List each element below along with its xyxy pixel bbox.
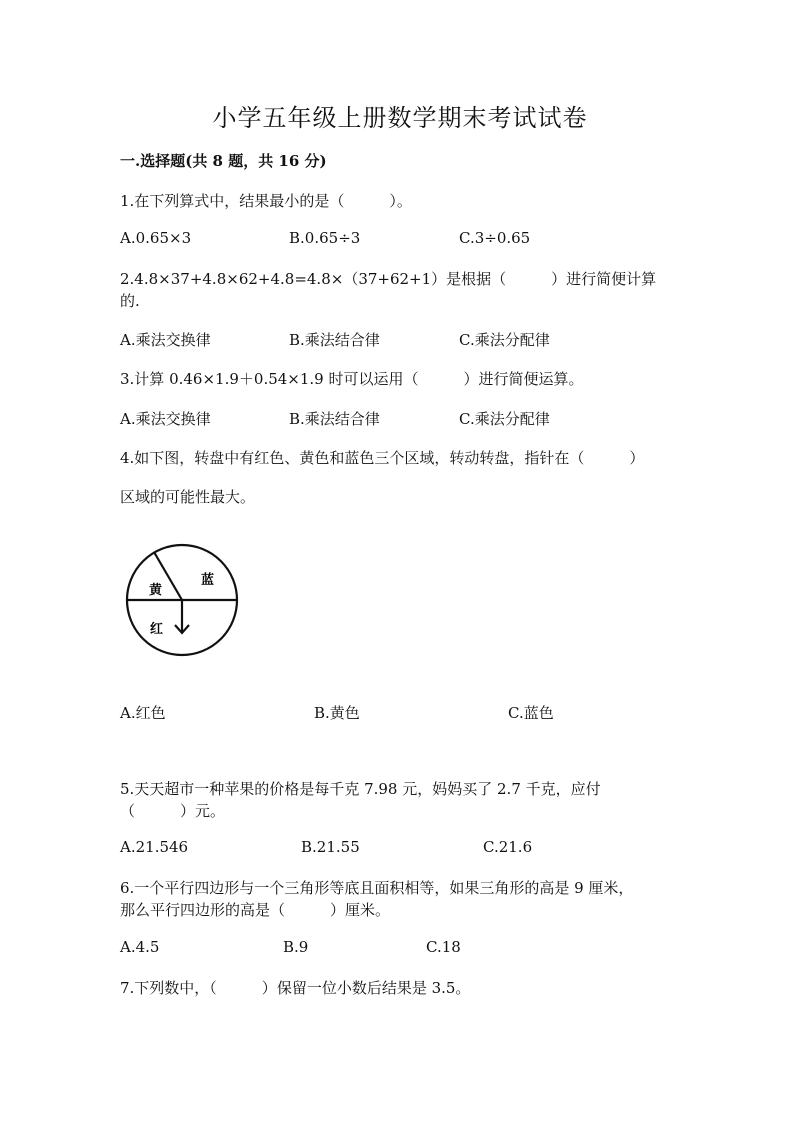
question-1-option-a: A.0.65×3 <box>120 229 192 247</box>
question-2-option-c: C.乘法分配律 <box>459 331 550 349</box>
question-6-option-a: A.4.5 <box>120 938 160 956</box>
question-1-option-b: B.0.65÷3 <box>289 229 361 247</box>
spinner-label-red: 红 <box>150 622 164 637</box>
question-3-option-b: B.乘法结合律 <box>289 410 380 428</box>
question-6-option-c: C.18 <box>426 938 461 956</box>
question-5-option-c: C.21.6 <box>483 838 533 856</box>
question-1-option-c: C.3÷0.65 <box>459 229 531 247</box>
question-2-option-a: A.乘法交换律 <box>120 331 211 349</box>
question-5-text-line1: 5.天天超市一种苹果的价格是每千克 7.98 元，妈妈买了 2.7 千克，应付 <box>120 780 601 798</box>
question-4-option-a: A.红色 <box>120 704 166 722</box>
spinner-label-yellow: 黄 <box>149 583 163 598</box>
question-2-text-line1: 2.4.8×37+4.8×62+4.8=4.8×（37+62+1）是根据（ ）进行简便计算 <box>120 270 657 288</box>
question-5-option-a: A.21.546 <box>120 838 189 856</box>
question-4-text-line2: 区域的可能性最大。 <box>120 488 256 506</box>
question-1-text: 1.在下列算式中，结果最小的是（ ）。 <box>120 192 412 210</box>
section-heading: 一.选择题(共 8 题，共 16 分) <box>120 152 327 170</box>
spinner-label-blue: 蓝 <box>201 573 215 588</box>
question-2-option-b: B.乘法结合律 <box>289 331 380 349</box>
question-3-option-a: A.乘法交换律 <box>120 410 211 428</box>
question-3-option-c: C.乘法分配律 <box>459 410 550 428</box>
question-4-option-b: B.黄色 <box>314 704 360 722</box>
page-title: 小学五年级上册数学期末考试试卷 <box>212 104 588 132</box>
question-2-text-line2: 的. <box>120 292 140 310</box>
question-7-text: 7.下列数中，（ ）保留一位小数后结果是 3.5。 <box>120 979 471 997</box>
question-6-text-line1: 6.一个平行四边形与一个三角形等底且面积相等，如果三角形的高是 9 厘米， <box>120 879 634 897</box>
spinner-figure <box>124 540 244 662</box>
question-5-option-b: B.21.55 <box>301 838 360 856</box>
question-5-text-line2: （ ）元。 <box>120 802 226 820</box>
question-4-text-line1: 4.如下图，转盘中有红色、黄色和蓝色三个区域，转动转盘，指针在（ ） <box>120 449 645 467</box>
question-3-text: 3.计算 0.46×1.9＋0.54×1.9 时可以运用（ ）进行简便运算。 <box>120 370 584 388</box>
question-6-text-line2: 那么平行四边形的高是（ ）厘米。 <box>120 901 391 919</box>
question-6-option-b: B.9 <box>283 938 309 956</box>
question-4-option-c: C.蓝色 <box>508 704 554 722</box>
